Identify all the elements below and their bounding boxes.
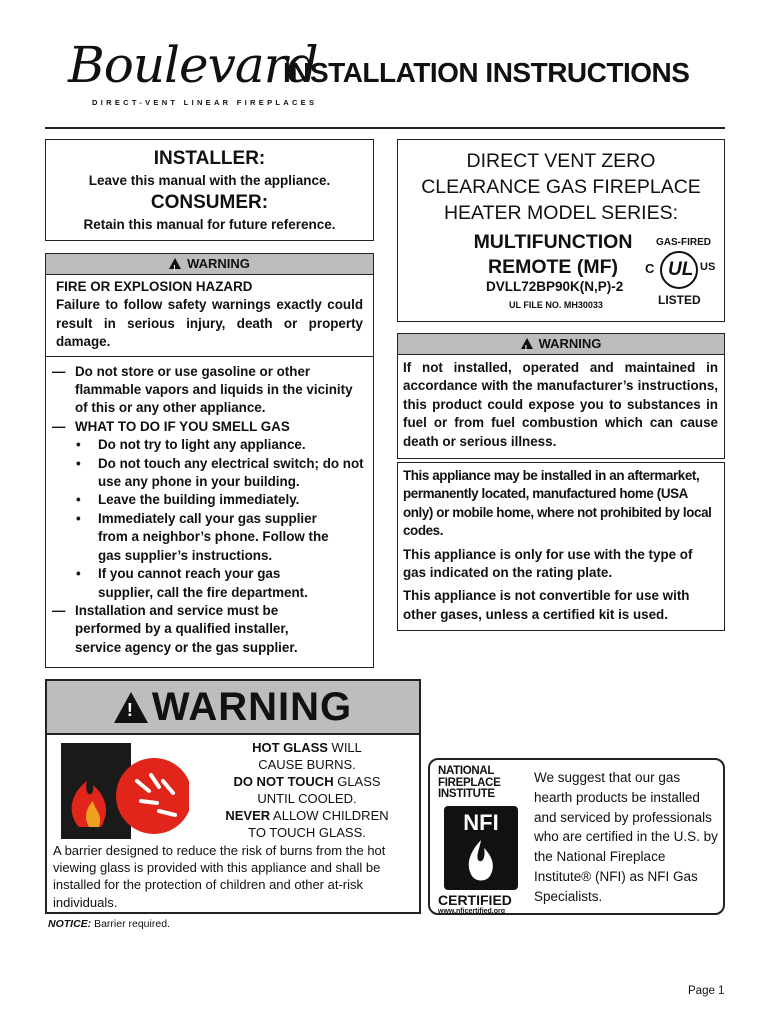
nfi-box (428, 758, 725, 915)
combustion-warning-box (397, 333, 725, 459)
model-series: MULTIFUNCTION REMOTE (MF) (473, 231, 633, 278)
dash-marker: — (52, 418, 66, 434)
bullet-item: • Do not try to light any appliance. (52, 436, 365, 454)
hot-glass-banner (47, 681, 419, 735)
dash-marker: — (52, 602, 66, 618)
product-line: HEATER MODEL SERIES: (443, 202, 679, 224)
page-title: INSTALLATION INSTRUCTIONS (283, 57, 690, 88)
hazard-title: FIRE OR EXPLOSION HAZARD (56, 279, 253, 294)
bullet-item: • Do not touch any electrical switch; do not use any phone in your building. (76, 455, 364, 490)
flame-icon (464, 838, 498, 884)
list-item: — Do not store or use gasoline or other flammable vapors and liquids in the vicinity of this or any other appliance. (52, 363, 353, 416)
bullet-item: • If you cannot reach your gas supplier, call the fire department. (76, 566, 308, 600)
bullet-marker: • (76, 437, 81, 453)
combustion-warning-text: If not installed, operated and maintained in accordance with the manufacturer’s instructions, this product could expose you to substances in fuel or from fuel combustion which can cause death or serious illness. (403, 360, 718, 449)
bullet-marker: • (76, 566, 81, 582)
installer-text: Leave this manual with the appliance. (88, 173, 331, 188)
appliance-info-box (397, 462, 725, 631)
nfi-certified-logo: NATIONAL FIREPLACE INSTITUTE NFI CERTIFIED www.nficertified.org (438, 766, 530, 911)
product-description (398, 148, 724, 226)
info-paragraph: This appliance is not convertible for use with other gases, unless a certified kit is used. (403, 588, 690, 622)
list-item: — Installation and service must be performed by a qualified installer, service agency or the gas supplier. (52, 602, 298, 655)
model-number: DVLL72BP90K(N,P)-2 (486, 279, 624, 294)
page-number: Page 1 (688, 985, 725, 997)
brand-logo: Boulevard (68, 36, 318, 94)
product-line: CLEARANCE GAS FIREPLACE (421, 176, 701, 198)
warning-label: WARNING (187, 256, 250, 271)
gas-warning-box (45, 253, 374, 668)
warning-triangle-icon (521, 338, 533, 349)
warning-triangle-icon: ! (114, 692, 148, 723)
hazard-text: Failure to follow safety warnings exactly could result in serious injury, death or property damage. (56, 297, 363, 350)
bullet-marker: • (76, 510, 81, 526)
warning-bar (398, 334, 724, 355)
gas-instructions (46, 357, 373, 658)
bullet-marker: • (76, 492, 81, 508)
warning-bar (46, 254, 373, 275)
nfi-logo-text: NATIONAL FIREPLACE INSTITUTE (438, 765, 501, 800)
installer-heading: INSTALLER: (153, 148, 266, 169)
ul-listed-mark: GAS-FIRED UL C US LISTED (645, 237, 716, 307)
hot-glass-label: WARNING (151, 685, 353, 729)
bullet-item: • Immediately call your gas supplier from a neighbor’s phone. Follow the gas supplier’s instructions. (76, 510, 329, 563)
product-info-box (397, 139, 725, 322)
installer-consumer-box (45, 139, 374, 241)
warning-label: WARNING (538, 336, 602, 351)
hazard-section (46, 275, 373, 357)
hot-glass-text: HOT GLASS WILL CAUSE BURNS. DO NOT TOUCH GLASS UNTIL COOLED. NEVER ALLOW CHILDREN TO TOUCH GLASS. (225, 740, 389, 840)
brand-tagline: DIRECT-VENT LINEAR FIREPLACES (92, 98, 318, 107)
nfi-emblem: NFI (444, 806, 518, 890)
dash-marker: — (52, 363, 66, 379)
ul-circle: UL (660, 251, 698, 289)
consumer-heading: CONSUMER: (150, 192, 269, 213)
ul-file-number: UL FILE NO. MH30033 (509, 300, 603, 310)
consumer-text: Retain this manual for future reference. (83, 217, 336, 232)
bullet-marker: • (76, 455, 81, 471)
barrier-text: A barrier designed to reduce the risk of burns from the hot viewing glass is provided with this appliance and shall be installed for the protection of children and other at-risk individuals. (53, 843, 386, 910)
list-item: — WHAT TO DO IF YOU SMELL GAS (52, 418, 365, 436)
nfi-text: We suggest that our gas hearth products be installed and serviced by professionals who are certified in the U.S. by the National Fireplace Institute® (NFI) as NFI Gas Specialists. (534, 770, 718, 904)
hot-glass-icon (59, 741, 189, 841)
warning-triangle-icon (169, 258, 181, 269)
notice: NOTICE: Barrier required. (48, 918, 170, 930)
header-divider (45, 127, 725, 129)
hot-glass-warning (45, 679, 421, 914)
product-line: DIRECT VENT ZERO (466, 150, 656, 172)
info-paragraph: This appliance may be installed in an aftermarket, permanently located, manufactured home (USA only) or mobile home, where not prohibited by local codes. (403, 468, 712, 539)
info-paragraph: This appliance is only for use with the type of gas indicated on the rating plate. (403, 546, 693, 581)
bullet-item: • Leave the building immediately. (52, 491, 365, 509)
